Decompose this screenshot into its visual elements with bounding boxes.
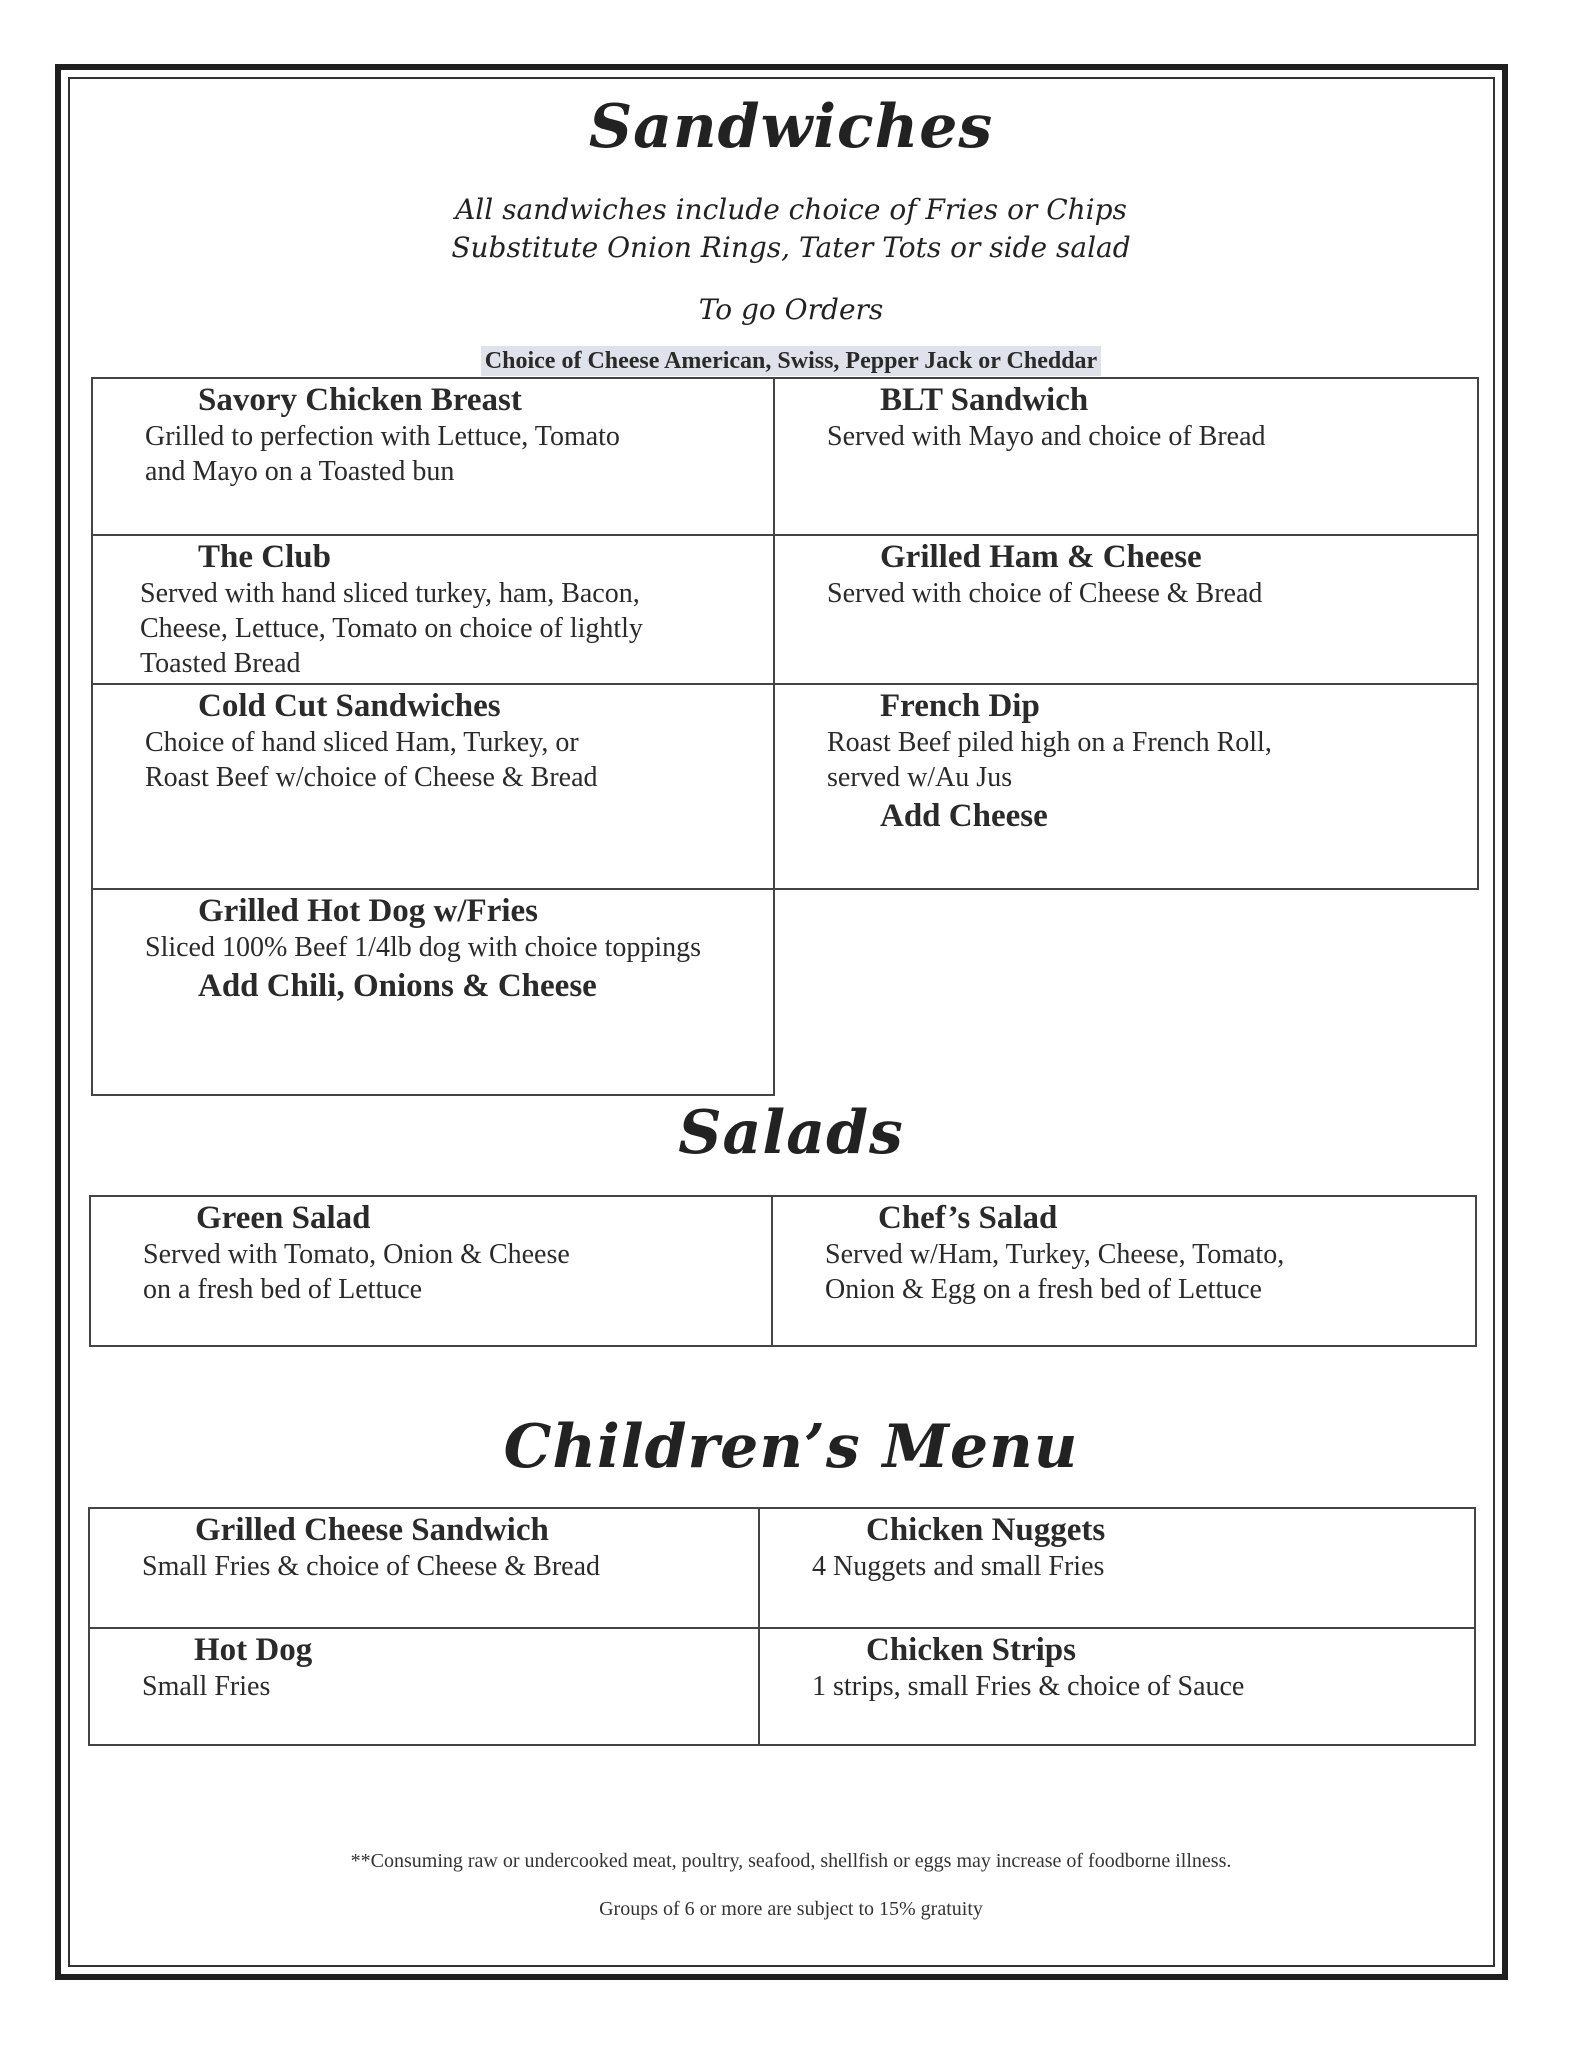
menu-item (774, 684, 1478, 889)
item-name: Savory Chicken Breast (198, 382, 522, 418)
menu-item (759, 1628, 1475, 1745)
childrens-menu-title: Children’s Menu (503, 1412, 1079, 1482)
sandwiches-table (91, 377, 1479, 1096)
item-description: Small Fries & choice of Cheese & Bread (142, 1551, 600, 1582)
item-name: Green Salad (196, 1200, 371, 1236)
menu-item (89, 1628, 759, 1745)
food-safety-warning: **Consuming raw or undercooked meat, poultry, seafood, shellfish or eggs may increase of foodborne illness. (350, 1850, 1232, 1872)
item-description: Small Fries (142, 1671, 271, 1702)
item-name: Chef’s Salad (878, 1200, 1058, 1236)
menu-item (774, 535, 1478, 684)
menu-item (89, 1508, 759, 1628)
item-description: Roast Beef w/choice of Cheese & Bread (145, 762, 598, 793)
item-addon: Add Cheese (880, 798, 1048, 834)
item-name: Grilled Cheese Sandwich (195, 1512, 549, 1548)
menu-item (759, 1508, 1475, 1628)
item-description: 1 strips, small Fries & choice of Sauce (812, 1671, 1245, 1702)
menu-item (772, 1196, 1476, 1346)
cheese-choice-note: Choice of Cheese American, Swiss, Pepper Jack or Cheddar (0, 348, 1582, 375)
sandwiches-title: Sandwiches (588, 92, 994, 162)
item-name: BLT Sandwich (880, 382, 1089, 418)
togo-orders: To go Orders (698, 293, 884, 326)
menu-item (92, 535, 774, 684)
gratuity-note: Groups of 6 or more are subject to 15% gratuity (599, 1898, 983, 1920)
item-description: 4 Nuggets and small Fries (812, 1551, 1105, 1582)
item-name: Cold Cut Sandwiches (198, 688, 501, 724)
empty-cell (774, 889, 1478, 1095)
item-addon: Add Chili, Onions & Cheese (198, 968, 597, 1004)
menu-item (774, 378, 1478, 535)
item-description: Served with Mayo and choice of Bread (827, 421, 1266, 452)
item-description: Choice of hand sliced Ham, Turkey, or (145, 727, 579, 758)
menu-item (90, 1196, 772, 1346)
item-description: Cheese, Lettuce, Tomato on choice of lightly (140, 613, 643, 644)
item-name: Grilled Ham & Cheese (880, 539, 1202, 575)
item-description: and Mayo on a Toasted bun (145, 456, 455, 487)
childrens-menu-table (88, 1507, 1476, 1746)
item-description: Served w/Ham, Turkey, Cheese, Tomato, (825, 1239, 1285, 1270)
item-description: on a fresh bed of Lettuce (143, 1274, 423, 1305)
salads-title: Salads (678, 1098, 904, 1168)
menu-item (92, 889, 774, 1095)
item-description: Served with choice of Cheese & Bread (827, 578, 1263, 609)
item-description: Toasted Bread (140, 648, 301, 679)
item-name: Grilled Hot Dog w/Fries (198, 893, 539, 929)
item-description: served w/Au Jus (827, 762, 1013, 793)
menu-item (92, 378, 774, 535)
item-name: French Dip (880, 688, 1040, 724)
item-name: Chicken Nuggets (866, 1512, 1106, 1548)
menu-item (92, 684, 774, 889)
item-description: Onion & Egg on a fresh bed of Lettuce (825, 1274, 1262, 1305)
sandwiches-intro-line1: All sandwiches include choice of Fries or Chips (455, 193, 1127, 226)
sandwiches-intro-line2: Substitute Onion Rings, Tater Tots or side salad (451, 231, 1131, 264)
item-description: Roast Beef piled high on a French Roll, (827, 727, 1272, 758)
item-description: Sliced 100% Beef 1/4lb dog with choice toppings (145, 932, 702, 963)
salads-table (89, 1195, 1477, 1347)
item-description: Grilled to perfection with Lettuce, Tomato (145, 421, 620, 452)
item-description: Served with hand sliced turkey, ham, Bacon, (140, 578, 640, 609)
item-name: The Club (198, 539, 331, 575)
item-name: Hot Dog (194, 1632, 313, 1668)
item-name: Chicken Strips (866, 1632, 1076, 1668)
item-description: Served with Tomato, Onion & Cheese (143, 1239, 570, 1270)
